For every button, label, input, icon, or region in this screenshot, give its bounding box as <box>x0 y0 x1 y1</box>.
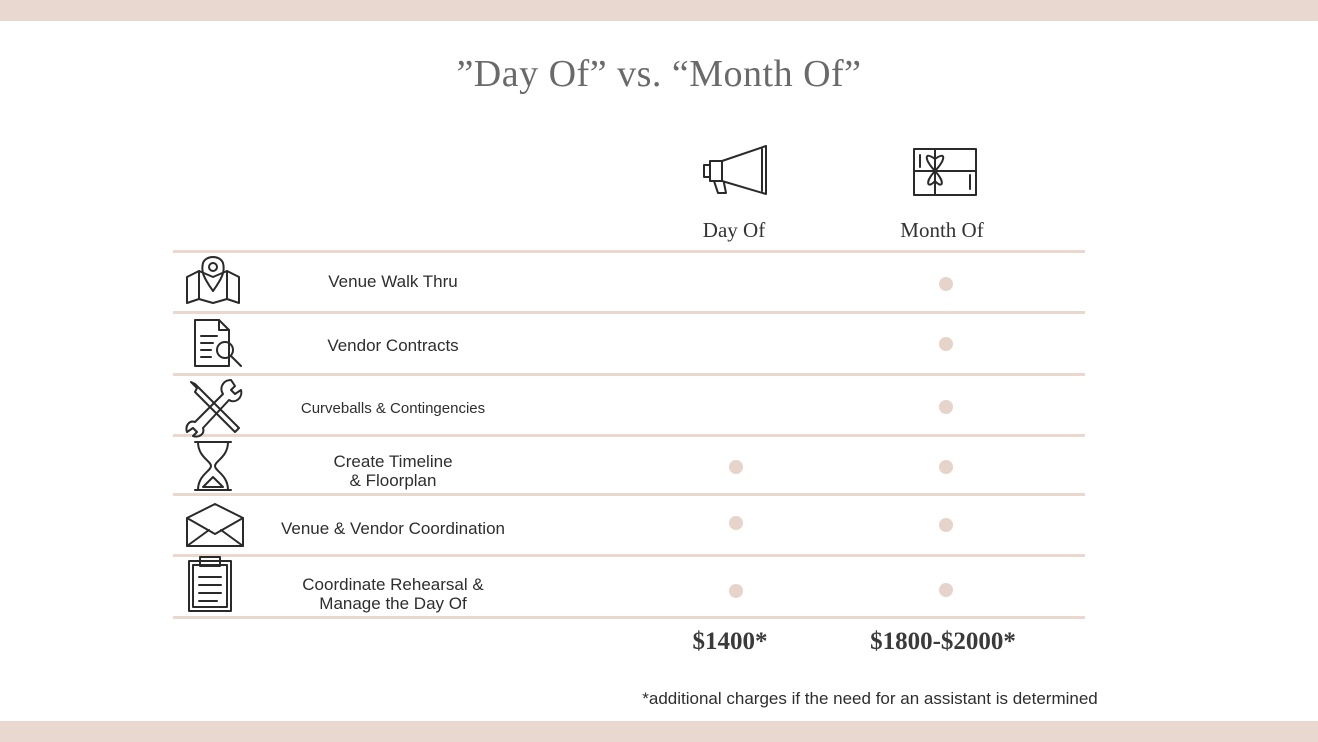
row-label <box>263 452 523 490</box>
hourglass-icon <box>183 439 243 499</box>
table-row <box>173 376 1085 434</box>
table-row <box>173 314 1085 373</box>
month-of-included-dot <box>939 583 953 597</box>
table-row <box>173 437 1085 493</box>
document-search-icon <box>183 318 243 378</box>
day-of-included-dot <box>729 460 743 474</box>
footnote: *additional charges if the need for an assistant is determined <box>642 689 1098 708</box>
row-label: Curveballs & Contingencies <box>300 400 486 417</box>
row-label-line: Create Timeline <box>333 452 453 471</box>
tools-icon <box>183 378 243 438</box>
month-of-included-dot <box>939 277 953 291</box>
clipboard-icon <box>183 557 243 617</box>
top-band <box>0 0 1318 21</box>
day-of-included-dot <box>729 516 743 530</box>
month-of-included-dot <box>939 460 953 474</box>
month-of-included-dot <box>939 518 953 532</box>
row-label-line: Manage the Day Of <box>319 594 467 613</box>
envelope-icon <box>183 500 243 560</box>
row-label-line: & Floorplan <box>349 471 437 490</box>
row-label: Vendor Contracts <box>327 336 459 355</box>
bottom-band <box>0 721 1318 742</box>
price-day-of: $1400* <box>692 628 768 655</box>
table-row <box>173 557 1085 616</box>
map-pin-icon <box>183 253 243 313</box>
megaphone-icon <box>700 143 770 199</box>
row-label <box>263 575 523 613</box>
column-label-day-of: Day Of <box>702 218 766 242</box>
table-row <box>173 253 1085 311</box>
price-month-of: $1800-$2000* <box>870 628 1016 655</box>
row-label: Venue & Vendor Coordination <box>280 519 505 538</box>
day-of-included-dot <box>729 584 743 598</box>
gift-box-icon <box>910 143 980 199</box>
table-rule <box>173 616 1085 619</box>
page-title: ”Day Of” vs. “Month Of” <box>456 53 862 95</box>
month-of-included-dot <box>939 400 953 414</box>
column-label-month-of: Month Of <box>900 218 984 242</box>
table-row <box>173 496 1085 554</box>
row-label: Venue Walk Thru <box>328 272 458 291</box>
month-of-included-dot <box>939 337 953 351</box>
row-label-line: Coordinate Rehearsal & <box>302 575 484 594</box>
